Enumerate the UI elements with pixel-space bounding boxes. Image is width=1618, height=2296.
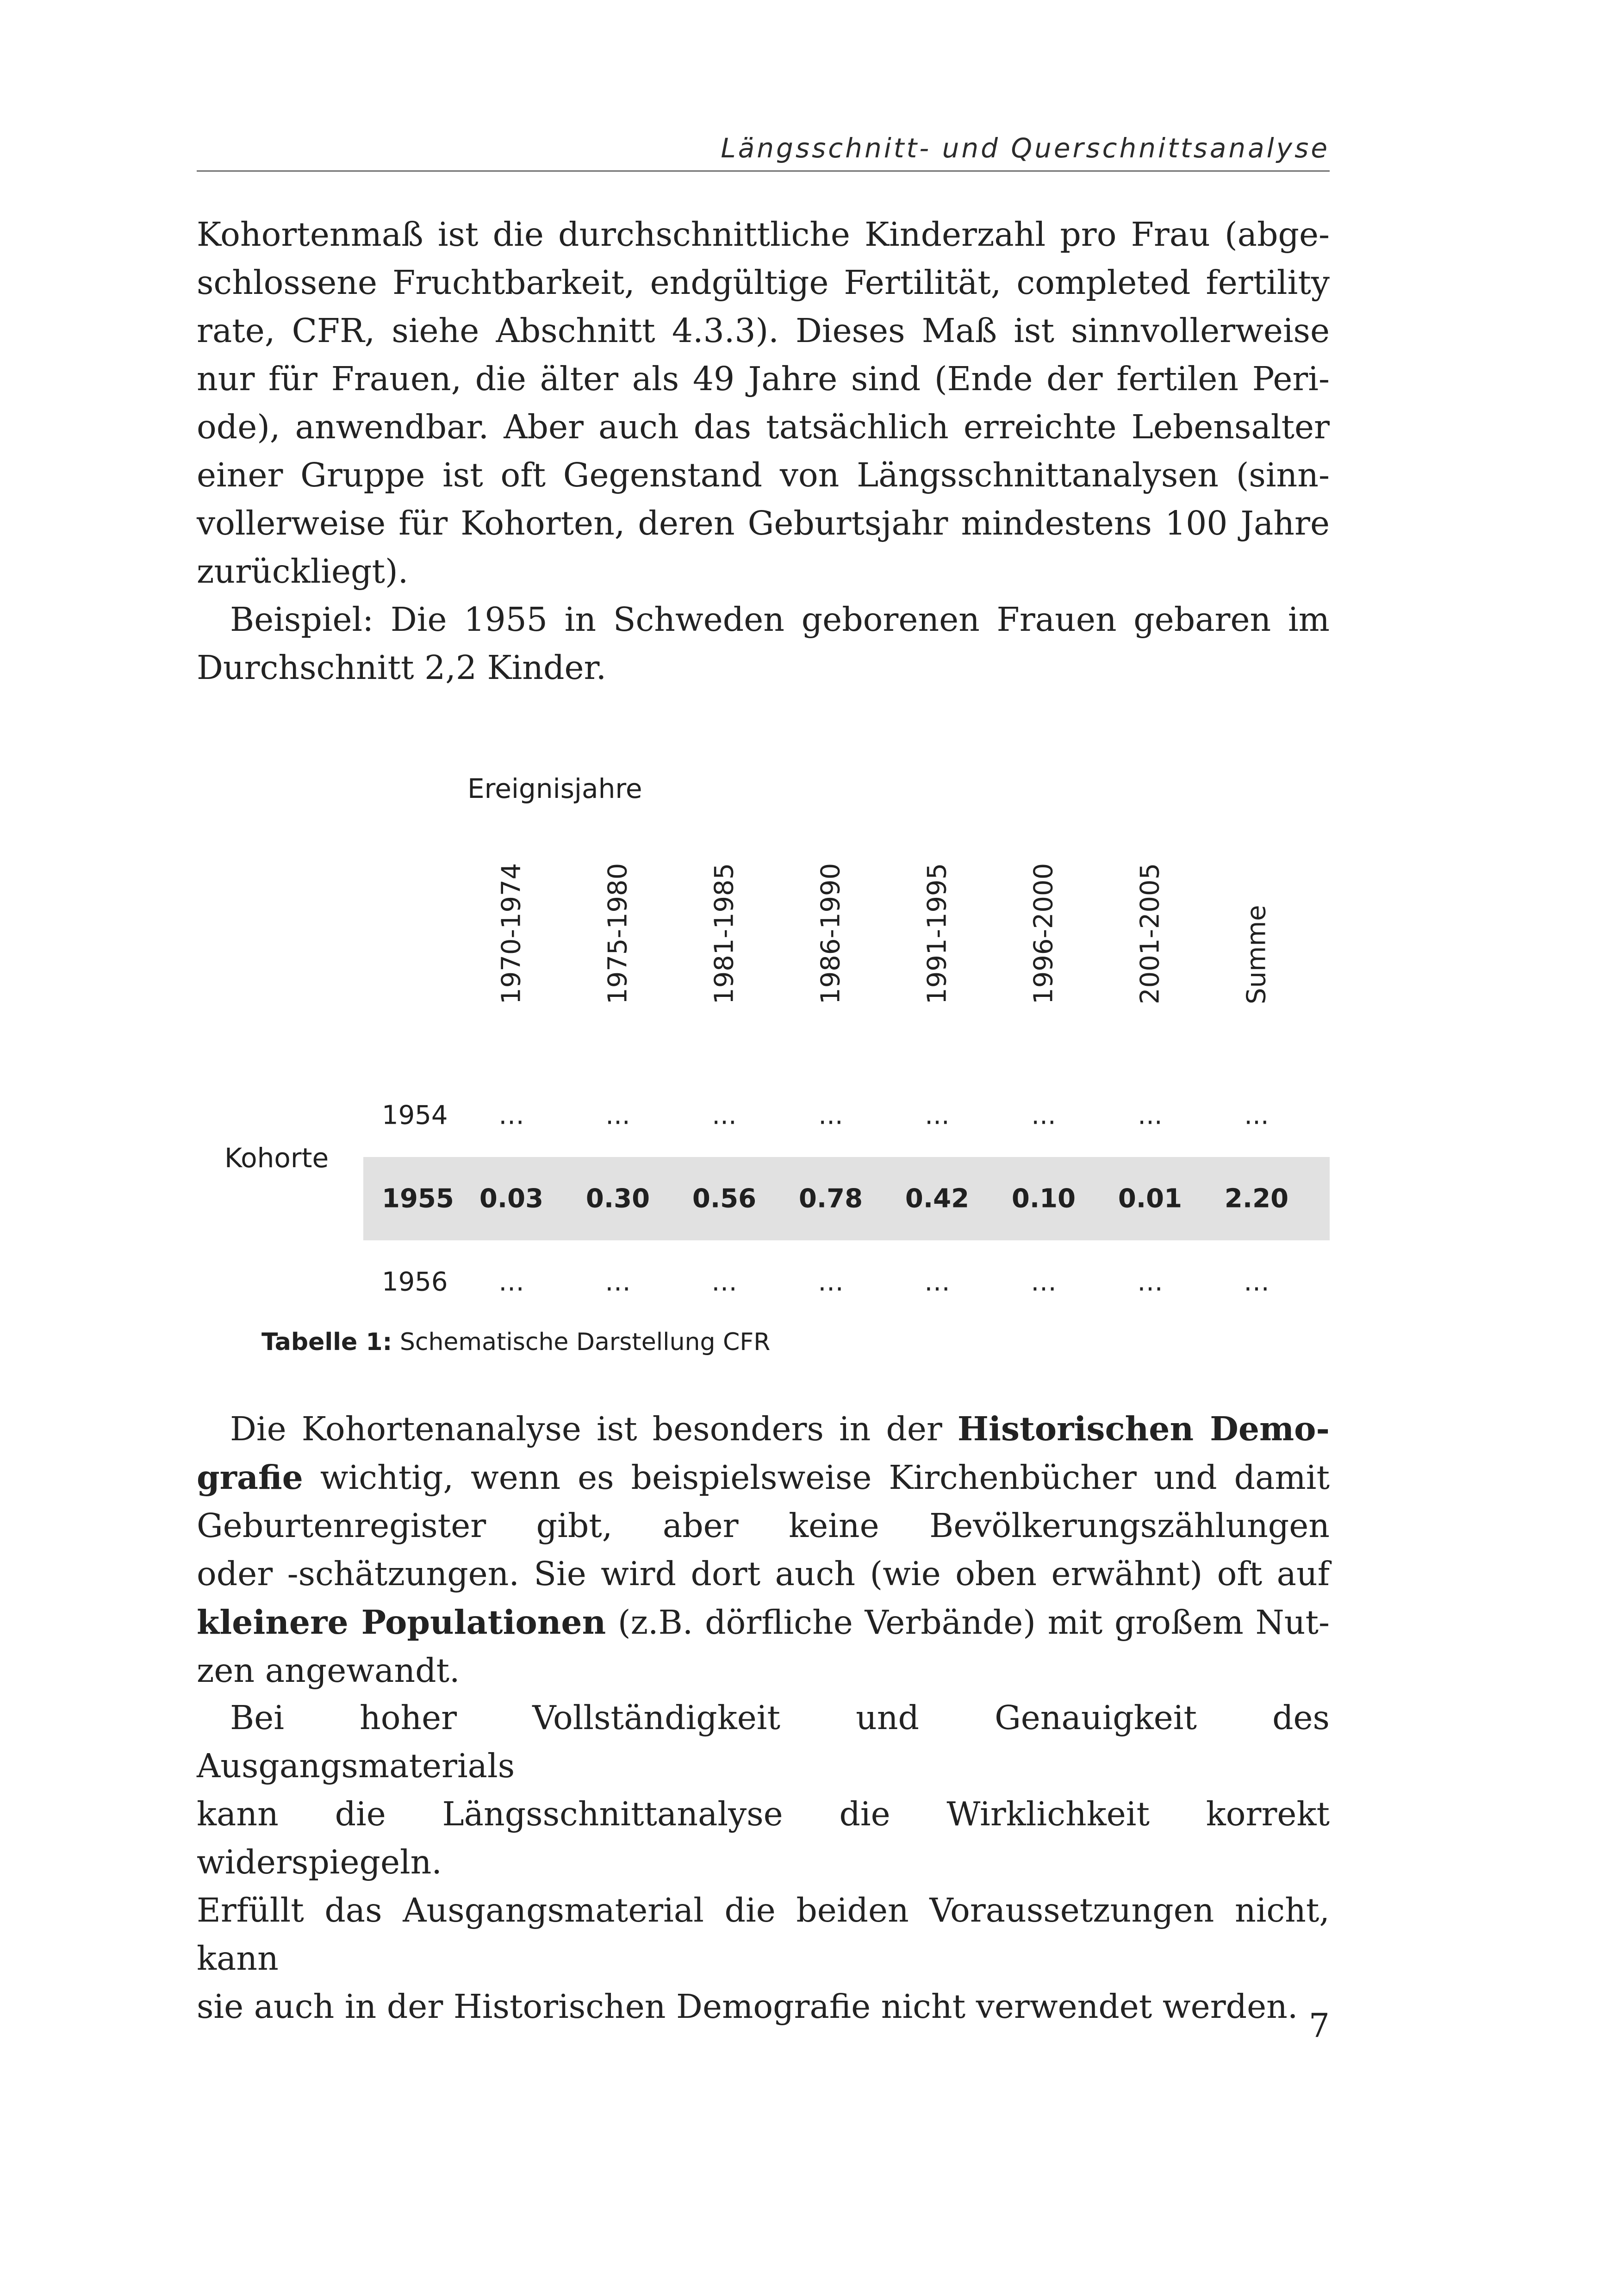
- table-cell: 0.56: [692, 1183, 757, 1214]
- column-header: [1027, 863, 1060, 1034]
- emphasis-text: Historischen Demo-: [957, 1409, 1330, 1448]
- table-cell: …: [818, 1267, 844, 1297]
- text-line: zen angewandt.: [197, 1651, 460, 1690]
- column-header: [495, 863, 528, 1034]
- paragraph-completeness: [197, 1694, 1330, 2031]
- table-cell: …: [1031, 1267, 1057, 1297]
- text-line: [197, 1453, 1330, 1502]
- text-line: Bei hoher Vollständigkeit und Genauigkeit des Ausgangsmaterials: [197, 1699, 1330, 1785]
- column-header: [602, 863, 634, 1034]
- emphasis-text: grafie: [197, 1458, 303, 1497]
- text-run: wichtig, wenn es beispielsweise Kirchenbücher und damit: [303, 1458, 1330, 1497]
- table-cell: …: [711, 1267, 737, 1297]
- table-row: [363, 1240, 1330, 1324]
- paragraph-historical-demography: [197, 1405, 1330, 1695]
- text-line: Geburtenregister gibt, aber keine Bevölkerungszählungen: [197, 1506, 1330, 1545]
- paragraph-cohort-measure: [197, 211, 1330, 596]
- table-cell: 0.03: [479, 1183, 544, 1214]
- cohort-year: 1955: [382, 1183, 454, 1214]
- row-group-label: Kohorte: [224, 1142, 329, 1174]
- column-header: [921, 863, 953, 1034]
- table-cell: ...: [1244, 1100, 1269, 1131]
- cohort-year: 1954: [382, 1100, 448, 1131]
- column-header-label: 1991-1995: [922, 863, 952, 1004]
- text-line: vollerweise für Kohorten, deren Geburtsjahr mindestens 100 Jahre: [197, 504, 1330, 542]
- table-cell: 0.01: [1118, 1183, 1182, 1214]
- table-row: [363, 1074, 1330, 1157]
- table-cell: 0.30: [585, 1183, 650, 1214]
- column-header-label: 1981-1985: [709, 863, 740, 1004]
- text-line: sie auch in der Historischen Demografie nicht verwendet werden.: [197, 1987, 1298, 2026]
- table-cell: ...: [1031, 1100, 1056, 1131]
- running-title: Längsschnitt- und Querschnittsanalyse: [721, 132, 1330, 164]
- table-cell: …: [1137, 1267, 1163, 1297]
- column-header-label: 1975-1980: [603, 863, 633, 1004]
- text-line: schlossene Fruchtbarkeit, endgültige Fertilität, completed fertility: [197, 263, 1330, 302]
- text-line: einer Gruppe ist oft Gegenstand von Längsschnittanalysen (sinn-: [197, 456, 1330, 494]
- text-line: Beispiel: Die 1955 in Schweden geborenen Frauen gebaren im: [230, 600, 1330, 639]
- table-caption-text: Schematische Darstellung CFR: [399, 1328, 771, 1356]
- table-cell: …: [1244, 1267, 1270, 1297]
- table-cell: ...: [712, 1100, 737, 1131]
- text-line: Durchschnitt 2,2 Kinder.: [197, 648, 607, 687]
- text-line: ode), anwendbar. Aber auch das tatsächlich erreichte Lebensalter: [197, 408, 1330, 446]
- cohort-year: 1956: [382, 1267, 448, 1297]
- column-header: [1240, 863, 1273, 1034]
- table-cell: ...: [925, 1100, 950, 1131]
- text-line: oder -schätzungen. Sie wird dort auch (wie oben erwähnt) oft auf: [197, 1555, 1330, 1593]
- cfr-table: [197, 750, 1330, 1379]
- table-cell: 0.42: [905, 1183, 970, 1214]
- table-cell: …: [498, 1100, 524, 1131]
- column-header-label: 1970-1974: [496, 863, 527, 1004]
- text-run: (z.B. dörfliche Verbände) mit großem Nut-: [606, 1603, 1330, 1642]
- running-header: [197, 129, 1330, 172]
- column-header: [815, 863, 847, 1034]
- table-cell: ...: [1138, 1100, 1163, 1131]
- page-number: 7: [1308, 2006, 1330, 2045]
- text-line: kann die Längsschnittanalyse die Wirklichkeit korrekt widerspiegeln.: [197, 1795, 1330, 1881]
- text-line: Erfüllt das Ausgangsmaterial die beiden Voraussetzungen nicht, kann: [197, 1891, 1330, 1978]
- table-row-highlighted: [363, 1157, 1330, 1240]
- text-line: zurückliegt).: [197, 552, 409, 591]
- column-header: [1134, 863, 1166, 1034]
- text-run: Die Kohortenanalyse ist besonders in der: [230, 1410, 958, 1448]
- table-cell: 0.78: [798, 1183, 863, 1214]
- table-cell: ...: [605, 1100, 630, 1131]
- text-line: [197, 1405, 1330, 1453]
- text-line: [197, 1598, 1330, 1647]
- emphasis-text: kleinere Populationen: [197, 1603, 606, 1642]
- table-caption-label: Tabelle 1:: [261, 1328, 392, 1356]
- text-line: Kohortenmaß ist die durchschnittliche Kinderzahl pro Frau (abge-: [197, 215, 1330, 254]
- table-cell: …: [924, 1267, 950, 1297]
- text-line: rate, CFR, siehe Abschnitt 4.3.3). Dieses Maß ist sinnvollerweise: [197, 311, 1330, 350]
- column-header: [708, 863, 741, 1034]
- table-cell: …: [605, 1267, 631, 1297]
- paragraph-example: [197, 596, 1330, 692]
- table-caption: [261, 1328, 770, 1356]
- column-header-label: 1996-2000: [1028, 863, 1059, 1004]
- table-cell: …: [498, 1267, 524, 1297]
- column-header-label: 1986-1990: [815, 863, 846, 1004]
- column-header-label: Summe: [1241, 905, 1272, 1004]
- table-cell: 0.10: [1011, 1183, 1076, 1214]
- table-group-label: Ereignisjahre: [467, 773, 642, 804]
- table-cell: 2.20: [1224, 1183, 1289, 1214]
- column-header-label: 2001-2005: [1135, 863, 1165, 1004]
- table-cell: ...: [818, 1100, 843, 1131]
- text-line: nur für Frauen, die älter als 49 Jahre sind (Ende der fertilen Peri-: [197, 360, 1330, 398]
